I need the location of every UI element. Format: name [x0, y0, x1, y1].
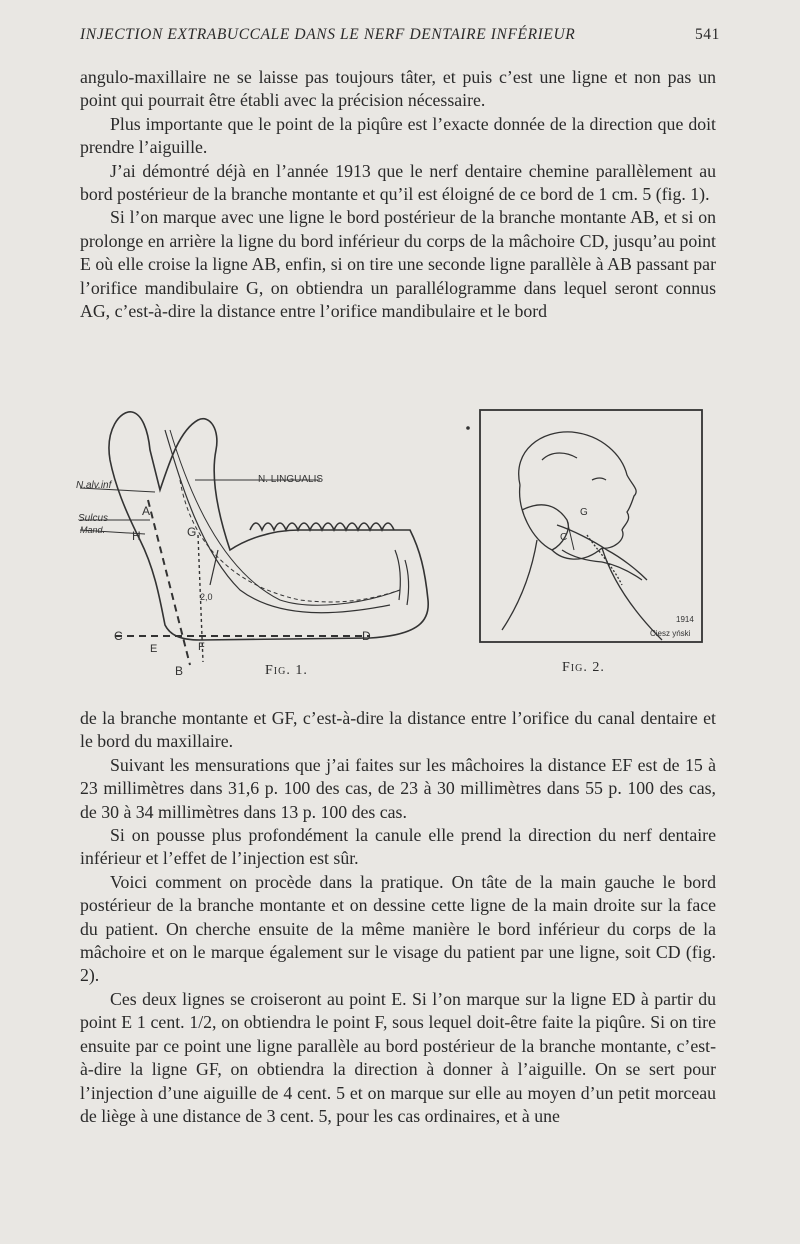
- label-mand: Mand.: [80, 525, 106, 535]
- label-F: F: [198, 641, 205, 653]
- label-D: D: [362, 629, 371, 643]
- label-G: G: [187, 525, 197, 539]
- figure-2-patient-sketch: [462, 400, 712, 690]
- paragraph: Voici comment on procède dans la pratique. On tâte de la main gauche le bord postérieur de la branche montante et on dessine cette ligne de la main droite sur la face du patient. On cherche ensuite de la même manière le bord inférieur du corps de la mâchoire et on le marque également sur le visage du patient par une ligne, soit CD (fig. 2).: [80, 871, 716, 986]
- fig2-signature: Ciesz yński: [650, 629, 691, 638]
- figure-1-caption: Fig. 1.: [265, 663, 308, 678]
- paragraph: Suivant les mensurations que j’ai faites sur les mâchoires la distance EF est de 15 à 23 millimètres dans 31,6 p. 100 des cas, de 23 à 30 millimètres dans 55 p. 100 des cas, de 30 à 34 millimètres dans 13 p. 100 des cas.: [80, 754, 716, 822]
- label-measure: 2,0: [200, 592, 213, 602]
- fig2-label-G: G: [580, 507, 588, 518]
- paragraph: Plus importante que le point de la piqûre est l’exacte donnée de la direction que doit prendre l’aiguille.: [80, 113, 716, 158]
- text-block-bottom: [80, 707, 716, 1128]
- label-C: C: [114, 629, 123, 643]
- label-n-lingualis: N. LINGUALIS: [258, 474, 324, 485]
- label-n-alv-inf: N.alv.inf: [76, 480, 112, 491]
- label-sulcus: Sulcus: [78, 513, 109, 524]
- paragraph: Si l’on marque avec une ligne le bord postérieur de la branche montante AB, et si on prolonge en arrière la ligne du bord inférieur du corps de la mâchoire CD, jusqu’au point E où elle croise la ligne AB, enfin, si on tire une seconde ligne parallèle à AB passant par l’orifice mandibulaire G, on obtiendra un parallélogramme dans lequel seront connus AG, c’est-à-dire la distance entre l’orifice mandibulaire et le bord: [80, 207, 716, 322]
- text-block-top: [80, 66, 716, 323]
- figure-1-mandible-diagram: [70, 400, 440, 690]
- paragraph: de la branche montante et GF, c’est-à-dire la distance entre l’orifice du canal dentaire et le bord du maxillaire.: [80, 708, 716, 752]
- page-number: 541: [694, 26, 720, 43]
- fig2-label-C: C: [560, 532, 568, 543]
- paragraph: Ces deux lignes se croiseront au point E. Si l’on marque sur la ligne ED à partir du point E 1 cent. 1/2, on obtiendra le point F, sous lequel doit-être faite la piqûre. Si on tire ensuite par ce point une ligne parallèle au bord postérieur de la branche montante, c’est-à-dire la ligne GF, on obtiendra la direction à donner à l’aiguille. On se sert pour l’injection d’une aiguille de 4 cent. 5 et on marque sur elle au moyen d’un petit morceau de liège à une distance de 3 cent. 5, pour les cas ordinaires, et à une: [80, 988, 716, 1126]
- running-header: [80, 26, 720, 44]
- label-H: H: [132, 529, 141, 543]
- fig2-year: 1914: [676, 615, 694, 624]
- running-title: INJECTION EXTRABUCCALE DANS LE NERF DENTAIRE INFÉRIEUR: [80, 26, 576, 43]
- label-E: E: [150, 643, 158, 655]
- label-A: A: [142, 504, 151, 518]
- paragraph: Si on pousse plus profondément la canule elle prend la direction du nerf dentaire inférieur et l’effet de l’injection est sûr.: [80, 825, 716, 869]
- figure-2-caption: Fig. 2.: [562, 660, 605, 675]
- paragraph: angulo-maxillaire ne se laisse pas toujours tâter, et puis c’est une ligne et non pas un point qui pourrait être établi avec la précision nécessaire.: [80, 67, 716, 111]
- paragraph: J’ai démontré déjà en l’année 1913 que le nerf dentaire chemine parallèlement au bord postérieur de la branche montante et qu’il est éloigné de ce bord de 1 cm. 5 (fig. 1).: [80, 160, 716, 205]
- label-B: B: [175, 664, 184, 678]
